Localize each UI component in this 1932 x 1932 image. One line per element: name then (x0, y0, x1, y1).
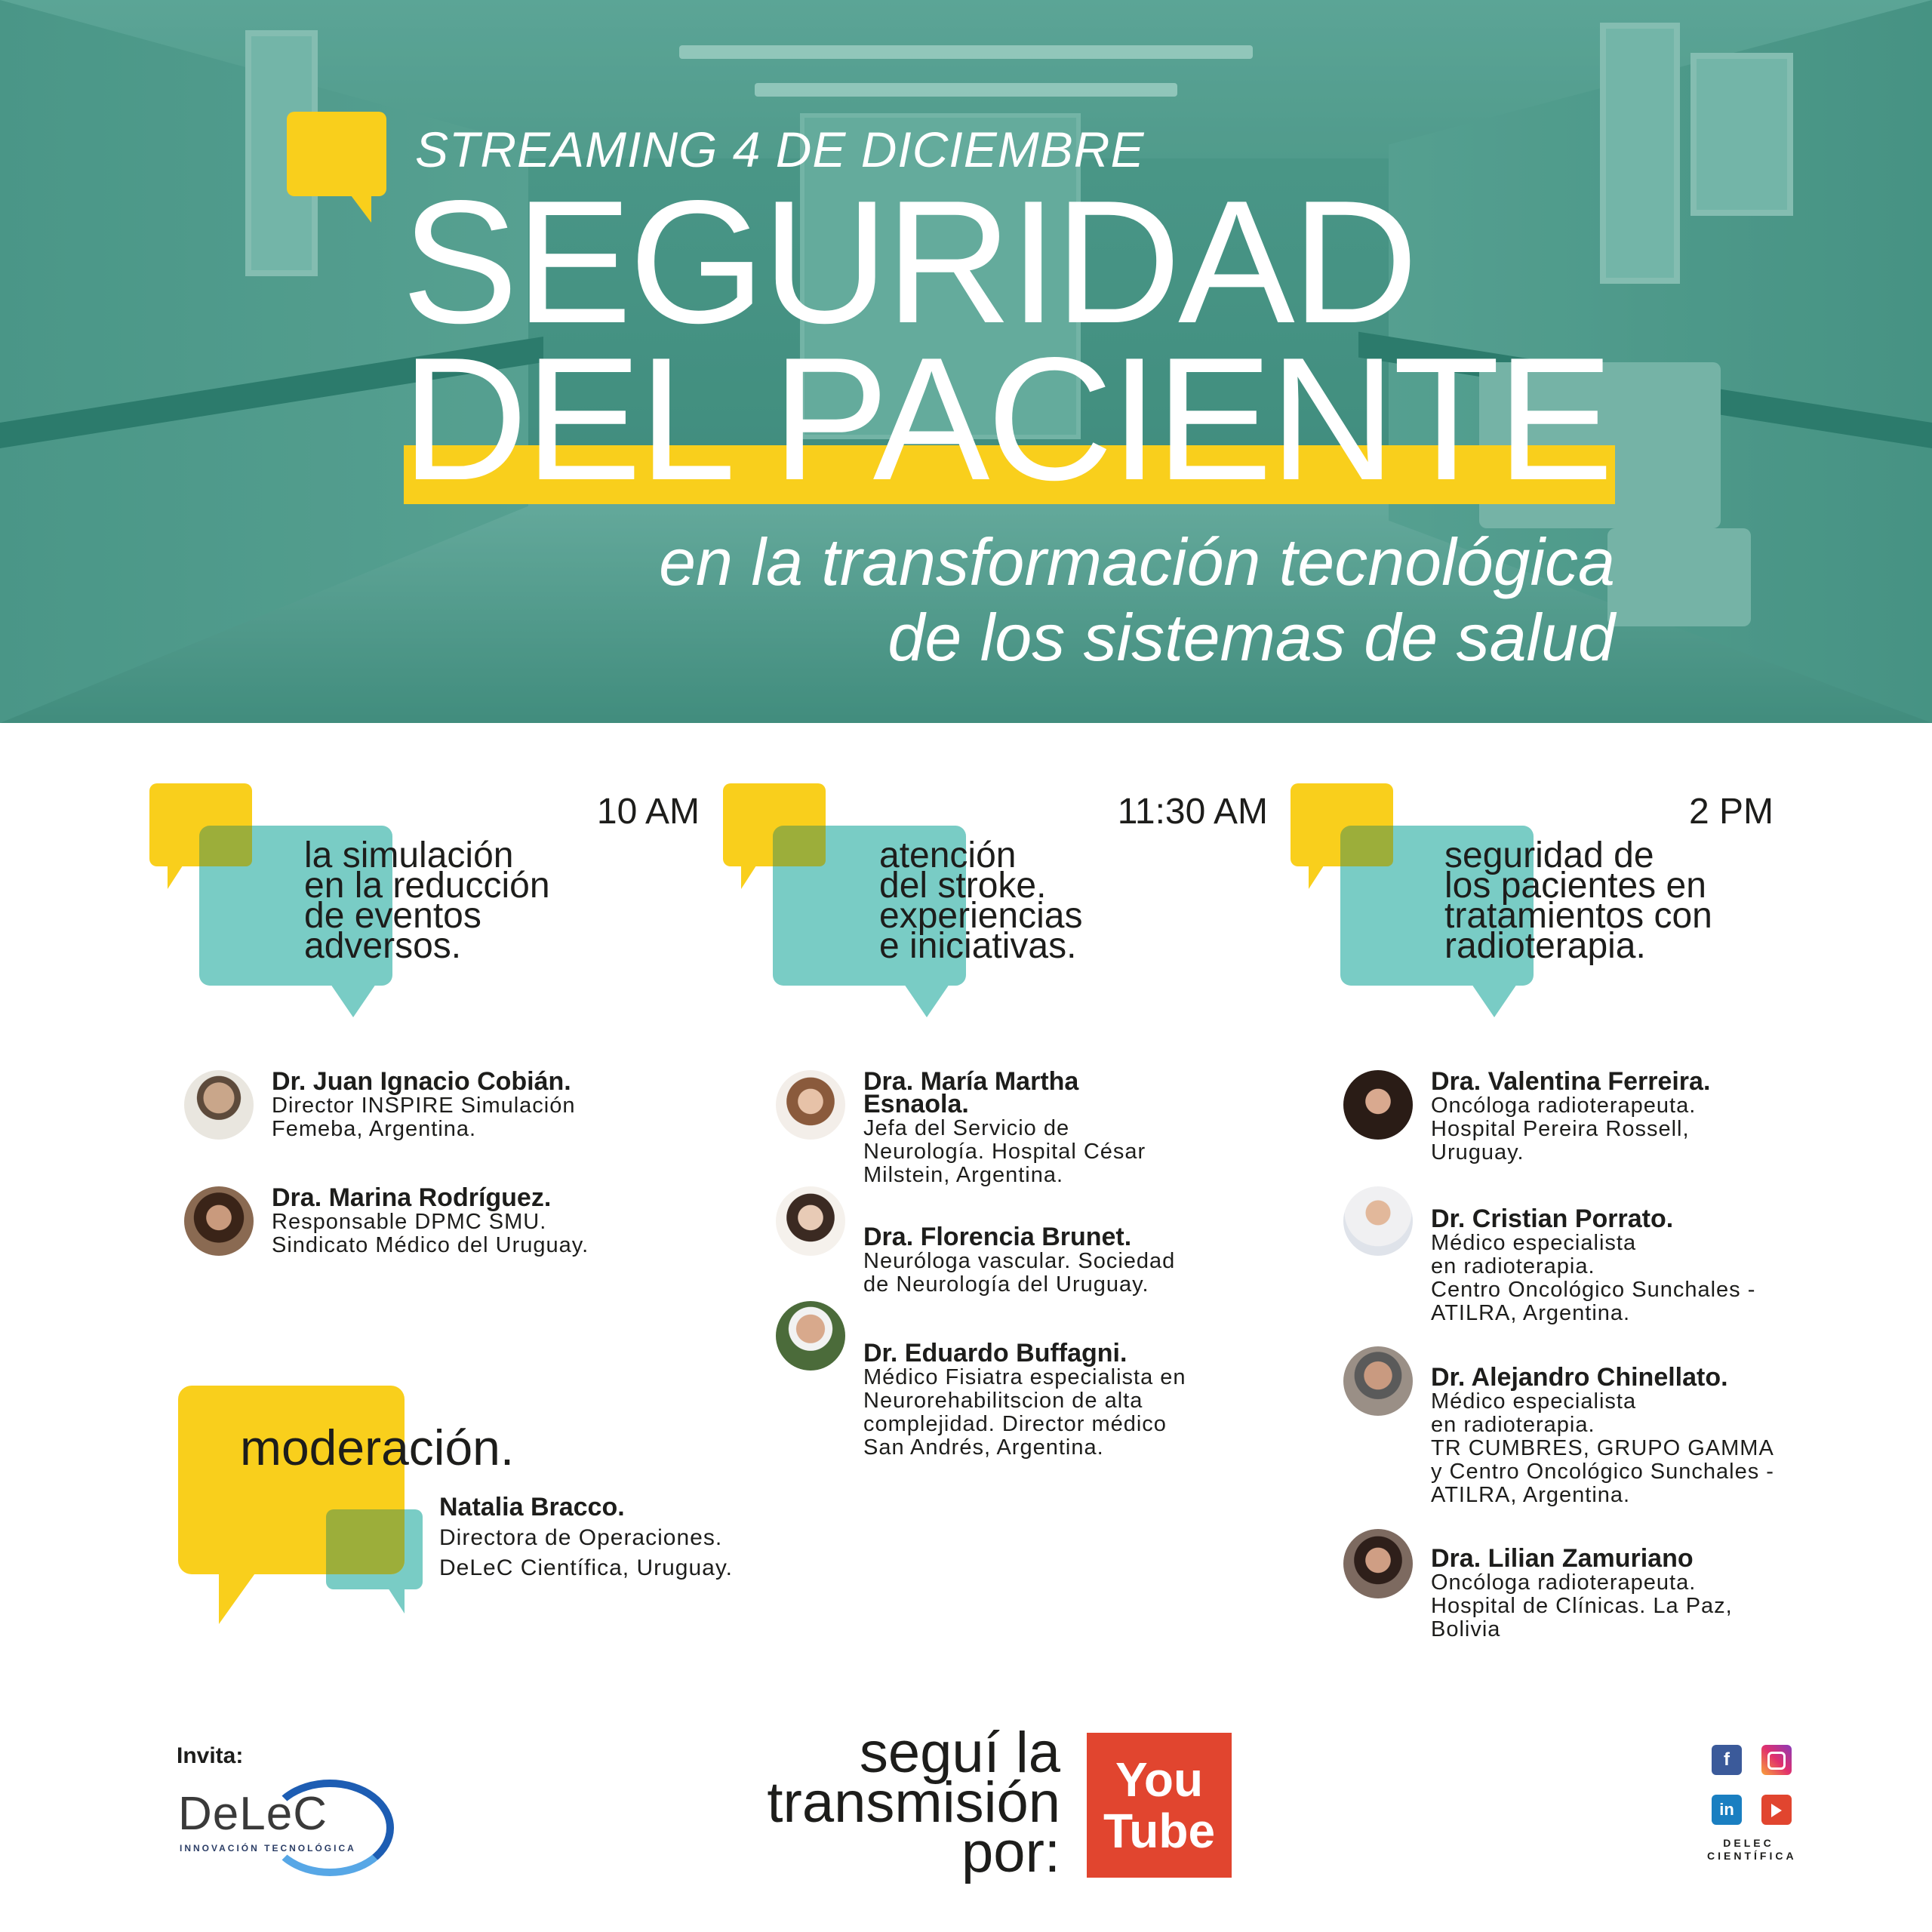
moderation-label: moderación. (240, 1420, 515, 1475)
follow-stream-text: seguí la transmisión por: (767, 1721, 1060, 1884)
speaker-card (184, 1067, 667, 1153)
session-1130am (723, 783, 1268, 1040)
speech-bubble-tail (741, 863, 758, 889)
speaker-description: Jefa del Servicio de Neurología. Hospital César Milstein, Argentina. (863, 1116, 1146, 1187)
invita-label: Invita: (177, 1743, 244, 1768)
speaker-card (1343, 1529, 1826, 1650)
subtitle (659, 525, 1615, 675)
speaker-card (776, 1067, 1244, 1191)
speech-bubble-tail (1472, 984, 1517, 1017)
speaker-description: Médico Fisiatra especialista en Neurorehabilitscion de alta complejidad. Director médico San Andrés, Argentina. (863, 1365, 1186, 1460)
youtube-icon[interactable] (1761, 1795, 1792, 1825)
speaker-card (776, 1186, 1244, 1297)
logo-tagline: INNOVACIÓN TECNOLÓGICA (180, 1843, 356, 1854)
speaker-description: Responsable DPMC SMU. Sindicato Médico del Uruguay. (272, 1210, 589, 1257)
session-topic: la simulación en la reducción de eventos adversos. (304, 835, 550, 966)
title-line-2: DEL PACIENTE (401, 321, 1611, 517)
bubble-overlap (326, 1509, 405, 1574)
bubble-overlap (773, 826, 826, 866)
speaker-name: Dr. Alejandro Chinellato. (1431, 1363, 1728, 1392)
speaker-card (776, 1301, 1244, 1467)
speech-bubble-yellow (287, 112, 386, 196)
speech-bubble-tail (904, 984, 949, 1017)
speaker-photo (776, 1186, 845, 1256)
speaker-name: Dra. Florencia Brunet. (863, 1223, 1132, 1251)
speaker-photo (184, 1070, 254, 1140)
speech-bubble-tail (388, 1588, 405, 1614)
title-line-1: SEGURIDAD (401, 165, 1416, 360)
speaker-description: Director INSPIRE Simulación Femeba, Argentina. (272, 1094, 576, 1141)
youtube-logo[interactable] (1087, 1733, 1232, 1878)
instagram-icon[interactable] (1761, 1745, 1792, 1775)
session-2pm (1291, 783, 1819, 1040)
session-time: 2 PM (1688, 792, 1774, 832)
speaker-name: Dr. Juan Ignacio Cobián. (272, 1067, 571, 1096)
streaming-date: STREAMING 4 DE DICIEMBRE (415, 122, 1145, 177)
speaker-name: Dra. Marina Rodríguez. (272, 1183, 552, 1212)
session-time: 10 AM (596, 792, 700, 832)
speaker-description: Oncóloga radioterapeuta. Hospital Pereira Rossell, Uruguay. (1431, 1094, 1697, 1164)
speaker-name: Dr. Cristian Porrato. (1431, 1204, 1674, 1233)
speaker-description: Médico especialista en radioterapia. Centro Oncológico Sunchales - ATILRA, Argentina. (1431, 1231, 1756, 1325)
speech-bubble-tail (331, 984, 376, 1017)
speech-bubble-tail (1309, 863, 1325, 889)
bubble-overlap (199, 826, 252, 866)
youtube-wordmark (1087, 1754, 1232, 1857)
speaker-photo (1343, 1529, 1413, 1598)
speaker-card (1343, 1186, 1826, 1330)
hero-banner (0, 0, 1932, 723)
speaker-name: Dra. Valentina Ferreira. (1431, 1067, 1711, 1096)
speech-bubble-tail (219, 1571, 257, 1624)
session-10am (149, 783, 700, 1040)
session-topic: seguridad de los pacientes en tratamientos con radioterapia. (1444, 835, 1712, 966)
subtitle-line-2: de los sistemas de salud (888, 600, 1615, 675)
speaker-card (1343, 1067, 1826, 1168)
linkedin-icon[interactable]: in (1712, 1795, 1742, 1825)
speaker-description: Oncóloga radioterapeuta. Hospital de Clínicas. La Paz, Bolivia (1431, 1571, 1733, 1641)
speaker-photo (184, 1186, 254, 1256)
facebook-icon[interactable]: f (1712, 1745, 1742, 1775)
logo-wordmark: DeLeC (178, 1788, 328, 1840)
bubble-overlap (1340, 826, 1393, 866)
moderator-description: Directora de Operaciones. DeLeC Científica, Uruguay. (439, 1525, 733, 1580)
speaker-name: Dra. María Martha Esnaola. (863, 1067, 1079, 1118)
session-topic: atención del stroke. experiencias e iniciativas. (879, 835, 1083, 966)
speaker-photo (1343, 1070, 1413, 1140)
moderator-name: Natalia Bracco. (439, 1493, 625, 1521)
speaker-description: Neuróloga vascular. Sociedad de Neurología del Uruguay. (863, 1249, 1176, 1297)
speaker-photo (776, 1070, 845, 1140)
speaker-name: Dr. Eduardo Buffagni. (863, 1339, 1128, 1367)
social-caption: DELEC CIENTÍFICA (1707, 1837, 1797, 1862)
youtube-tube: Tube (1103, 1804, 1216, 1858)
speaker-photo (1343, 1186, 1413, 1256)
youtube-you: You (1115, 1752, 1204, 1807)
speaker-description: Médico especialista en radioterapia. TR CUMBRES, GRUPO GAMMA y Centro Oncológico Sunchales - ATILRA, Argentina. (1431, 1389, 1774, 1507)
session-time: 11:30 AM (1117, 792, 1268, 832)
speaker-card (1343, 1346, 1826, 1512)
delec-logo (175, 1780, 379, 1863)
speaker-photo (1343, 1346, 1413, 1416)
speech-bubble-tail (349, 192, 371, 223)
subtitle-line-1: en la transformación tecnológica (659, 525, 1615, 599)
speech-bubble-tail (168, 863, 184, 889)
speaker-card (184, 1183, 667, 1269)
speaker-photo (776, 1301, 845, 1371)
speaker-name: Dra. Lilian Zamuriano (1431, 1544, 1694, 1573)
